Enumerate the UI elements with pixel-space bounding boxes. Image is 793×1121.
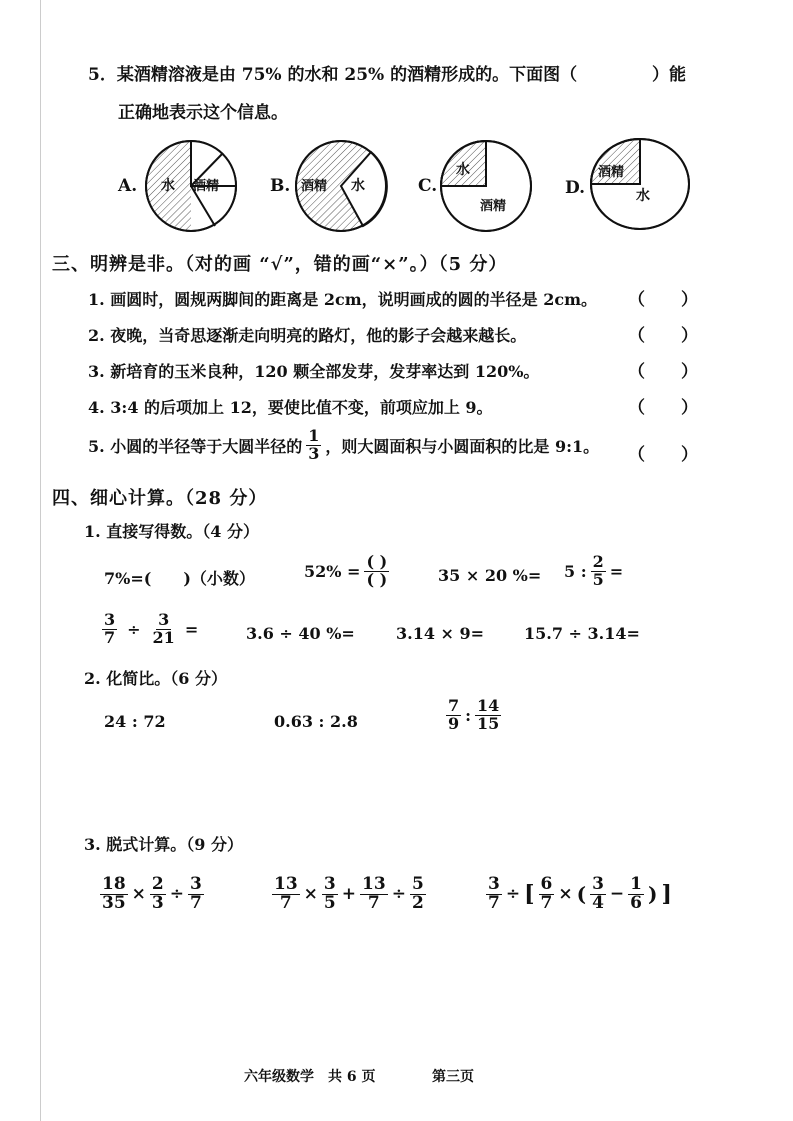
page-edge: [40, 0, 41, 1121]
q5-text: 5．某酒精溶液是由 75% 的水和 25% 的酒精形成的。下面图（: [88, 65, 578, 85]
tf-item-5-pre: 5. 小圆的半径等于大圆半径的: [88, 436, 303, 456]
pie-chart-b: [293, 138, 389, 234]
option-c-letter: C.: [418, 176, 438, 196]
answer-blank-1[interactable]: （ ）: [628, 290, 698, 310]
footer-page-number: 第三页: [432, 1069, 474, 1085]
tf-item-2: 2. 夜晚，当奇思逐渐走向明亮的路灯，他的影子会越来越长。: [88, 326, 527, 345]
pie-b-label-alcohol: 酒精: [301, 179, 328, 194]
sub1-title: 1. 直接写得数。（4 分）: [84, 522, 259, 541]
expr-1: $\frac{18}{35}$ × $\frac{2}{3}$ ÷ $\frac{3}{7}$: [102, 874, 202, 913]
calc-35x20: 35 × 20 %=: [438, 566, 542, 585]
footer-left: 六年级数学 共 6 页: [244, 1069, 376, 1085]
tf-item-4: 4. 3:4 的后项加上 12，要使比值不变，前项应加上 9。: [88, 398, 493, 417]
calc-frac-divide: $\frac{3}{7}$ ÷ $\frac{3}{21}$ =: [104, 610, 199, 647]
pie-d-label-water: 水: [636, 188, 650, 204]
answer-blank-2[interactable]: （ ）: [628, 326, 698, 346]
q5-line1: [88, 60, 577, 85]
pie-b-label-water: 水: [351, 178, 365, 194]
pie-c-label-alcohol: 酒精: [480, 199, 507, 214]
pie-chart-d: [588, 136, 692, 232]
tf-item-5: [88, 428, 599, 463]
option-b-letter: B.: [270, 176, 291, 196]
calc-7-percent: 7%=( )（小数）: [104, 569, 255, 588]
calc-52-percent: 52% = $\frac{( )}{( )}$: [304, 552, 388, 589]
calc-5-ratio: 5 : $\frac{2}{5}$ =: [564, 552, 624, 589]
pie-chart-c: [438, 138, 534, 234]
section3-title: 三、明辨是非。（对的画 “√”，错的画“×”。）（5 分）: [52, 254, 508, 275]
q5-line2: 正确地表示这个信息。: [118, 103, 288, 123]
answer-blank-3[interactable]: （ ）: [628, 362, 698, 382]
tf-item-5-post: ，则大圆面积与小圆面积的比是 9:1。: [325, 436, 600, 456]
option-a-letter: A.: [118, 176, 138, 196]
calc-15-7-div: 15.7 ÷ 3.14=: [524, 624, 640, 643]
tf-item-3: 3. 新培育的玉米良种，120 颗全部发芽，发芽率达到 120%。: [88, 362, 540, 381]
expr-2: $\frac{13}{7}$ × $\frac{3}{5}$ + $\frac{13}{7}$ ÷ $\frac{5}{2}$: [274, 874, 424, 913]
sub2-title: 2. 化简比。（6 分）: [84, 669, 227, 688]
pie-a-label-alcohol: 酒精: [193, 179, 220, 194]
fraction-one-third: $\frac{1}{3}$: [308, 426, 320, 463]
answer-blank-5[interactable]: （ ）: [628, 445, 698, 465]
q5-line1-end: ）能: [652, 65, 686, 85]
pie-c-label-water: 水: [456, 162, 470, 178]
sub3-title: 3. 脱式计算。（9 分）: [84, 835, 243, 854]
tf-item-1: 1. 画圆时，圆规两脚间的距离是 2cm，说明画成的圆的半径是 2cm。: [88, 290, 598, 309]
calc-3-6-div: 3.6 ÷ 40 %=: [246, 624, 355, 643]
fraction-blank[interactable]: $\frac{( )}{( )}$: [366, 552, 388, 589]
pie-d-label-alcohol: 酒精: [598, 165, 625, 180]
option-d-letter: D.: [565, 178, 586, 198]
pie-a-label-water: 水: [161, 178, 175, 194]
ratio-24-72: 24 : 72: [104, 712, 166, 731]
expr-3: $\frac{3}{7}$ ÷ [ $\frac{6}{7}$ × ( $\frac{3}{4}$ − $\frac{1}{6}$ ) ]: [488, 874, 672, 913]
ratio-063-28: 0.63 : 2.8: [274, 712, 358, 731]
pie-chart-a: [143, 138, 239, 234]
section4-title: 四、细心计算。（28 分）: [52, 488, 268, 509]
ratio-fractions: $\frac{7}{9}$ : $\frac{14}{15}$: [448, 696, 500, 733]
answer-blank-4[interactable]: （ ）: [628, 398, 698, 418]
calc-3-14-times: 3.14 × 9=: [396, 624, 485, 643]
